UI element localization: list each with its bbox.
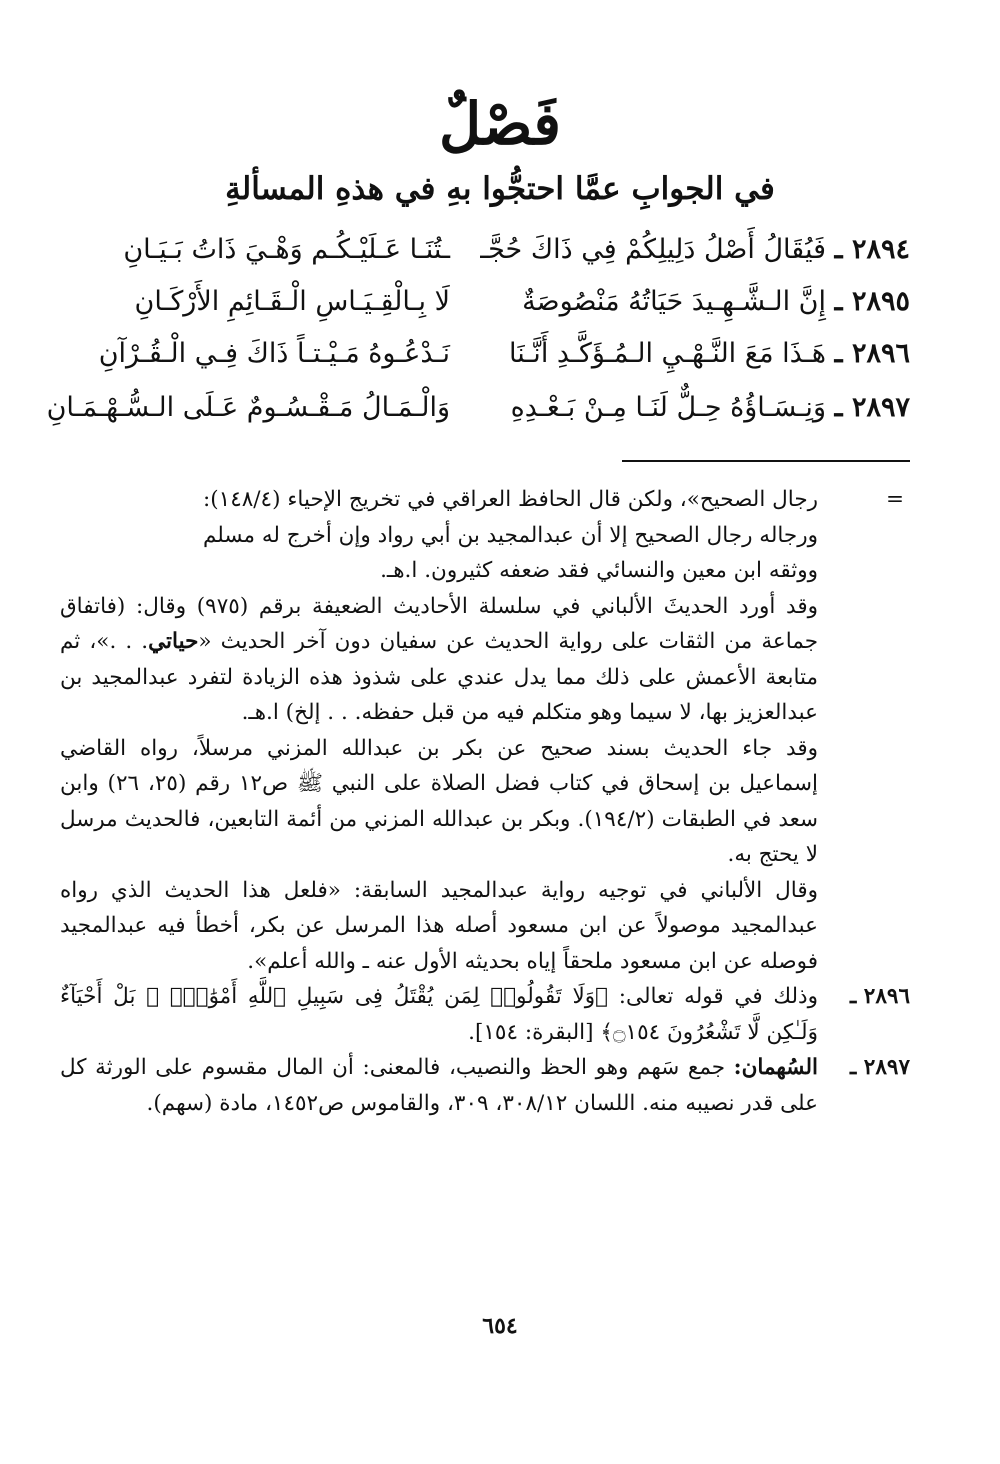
- verse-number: ٢٨٩٥ ـ: [834, 286, 910, 317]
- verse-second-hemistich: وَالْـمَـالُ مَـقْـسُـومٌ عَـلَى الـسُّـهْـمَـانِ: [46, 392, 450, 423]
- verse-number: ٢٨٩٤ ـ: [834, 234, 910, 265]
- verse-line: [60, 274, 910, 330]
- footnote-line: ورجاله رجال الصحيح إلا أن عبدالمجيد بن أبي رواد وإن أخرج له مسلم: [202, 522, 818, 548]
- page-number: ٦٥٤: [482, 1313, 518, 1339]
- verse-line: [60, 326, 910, 382]
- footnote-text: جمع سَهم وهو الحظ والنصيب، فالمعنى: أن المال مقسوم على الورثة كل على قدر نصيبه منه. اللسان ٣٠٨/١٢، ٣٠٩، والقاموس ص١٤٥٢، مادة (سهم).: [60, 1055, 818, 1116]
- continuation-mark: =: [885, 487, 904, 512]
- footnote-bold-term: حياتي: [148, 629, 199, 654]
- verse-second-hemistich: لَا بِـالْقِـيَـاسِ الْـقَـائِمِ الأَرْكَـانِ: [134, 286, 450, 317]
- verse-number: ٢٨٩٦ ـ: [834, 338, 910, 369]
- footnote-2897: [60, 1050, 910, 1121]
- verse-line: [46, 380, 910, 436]
- verse-first-hemistich: وَنِـسَـاؤُهُ حِـلٌّ لَنَـا مِـنْ بَـعْـدِهِ: [510, 392, 826, 423]
- section-heading: في الجوابِ عمَّا احتجُّوا بهِ في هذهِ المسألةِ: [225, 171, 775, 207]
- verse-second-hemistich: نَـدْعُـوهُ مَـيْـتـاً ذَاكَ فِـي الْـقُـرْآنِ: [98, 338, 450, 369]
- footnote-paragraph: وقد جاء الحديث بسند صحيح عن بكر بن عبدالله المزني مرسلاً، رواه القاضي إسماعيل بن إسحاق في كتاب فضل الصلاة على النبي ﷺ ص١٢ رقم (٢٥، ٢٦) وابن سعد في الطبقات (١٩٤/٢). وبكر بن عبدالله المزني من أئمة التابعين، فالحديث مرسل لا يحتج به.: [60, 735, 819, 867]
- verse-first-hemistich: هَـذَا مَعَ النَّـهْـيِ الـمُـؤَكَّـدِ أَنَّـنَا: [509, 338, 826, 369]
- footnote-paragraph: [60, 589, 910, 731]
- footnote-separator: [622, 460, 910, 462]
- verse-line: [60, 222, 910, 278]
- section-title: فَصْلٌ: [439, 90, 561, 158]
- footnote-number: ٢٨٩٧ ـ: [850, 1055, 910, 1080]
- footnote-number: ٢٨٩٦ ـ: [850, 984, 910, 1009]
- footnote-text: وذلك في قوله تعالى: ﴿وَلَا تَقُولُوا۟ لِمَن يُقْتَلُ فِى سَبِيلِ ٱللَّهِ أَمْوَٰتٌۢ ۚ بَلْ أَحْيَآءٌ وَلَـٰكِن لَّا تَشْعُرُونَ ۝١٥٤﴾ [البقرة: ١٥٤].: [60, 984, 818, 1045]
- footnote-line: رجال الصحيح»، ولكن قال الحافظ العراقي في تخريج الإحياء (١٤٨/٤):: [203, 487, 818, 512]
- footnote-text: وقد أورد الحديثَ الألباني في سلسلة الأحاديث الضعيفة برقم (٩٧٥) وقال: (فاتفاق جماعة من الثقات على رواية الحديث عن سفيان دون آخر الحديث «: [60, 593, 818, 654]
- footnote-line: ووثقه ابن معين والنسائي فقد ضعفه كثيرون. ا.هـ.: [380, 558, 818, 583]
- verse-first-hemistich: فَيُقَالُ أَصْلُ دَلِيلِكُمْ فِي ذَاكَ حُجَّـ: [480, 234, 826, 265]
- verse-number: ٢٨٩٧ ـ: [834, 392, 910, 423]
- footnotes: [60, 482, 910, 1121]
- verse-second-hemistich: ـتُنَـا عَـلَيْـكُـم وَهْـيَ ذَاتُ بَـيَـانِ: [123, 234, 450, 265]
- footnote-bold-term: السُهمان:: [733, 1055, 818, 1080]
- footnote-text: [60, 1050, 818, 1121]
- footnote-2896: [60, 979, 910, 1050]
- verse-first-hemistich: إِنَّ الـشَّـهِـيدَ حَيَاتُهُ مَنْصُوصَةٌ: [522, 286, 826, 317]
- footnote-text: . . .»، ثم متابعة الأعمش على ذلك مما يدل عندي على شذوذ هذه الزيادة لتفرد عبدالمجيد بن عبدالعزيز بها، لا سيما وهو متكلم فيه من قبل حفظه. . . إلخ) ا.هـ.: [60, 629, 818, 725]
- footnote-continuation: [60, 482, 910, 589]
- footnote-paragraph: وقال الألباني في توجيه رواية عبدالمجيد السابقة: «فلعل هذا الحديث الذي رواه عبدالمجيد موصولاً عن ابن مسعود أصله هذا المرسل عن بكر، أخطأ فيه عبدالمجيد فوصله عن ابن مسعود ملحقاً إياه بحديثه الأول عنه ـ والله أعلم».: [60, 877, 818, 974]
